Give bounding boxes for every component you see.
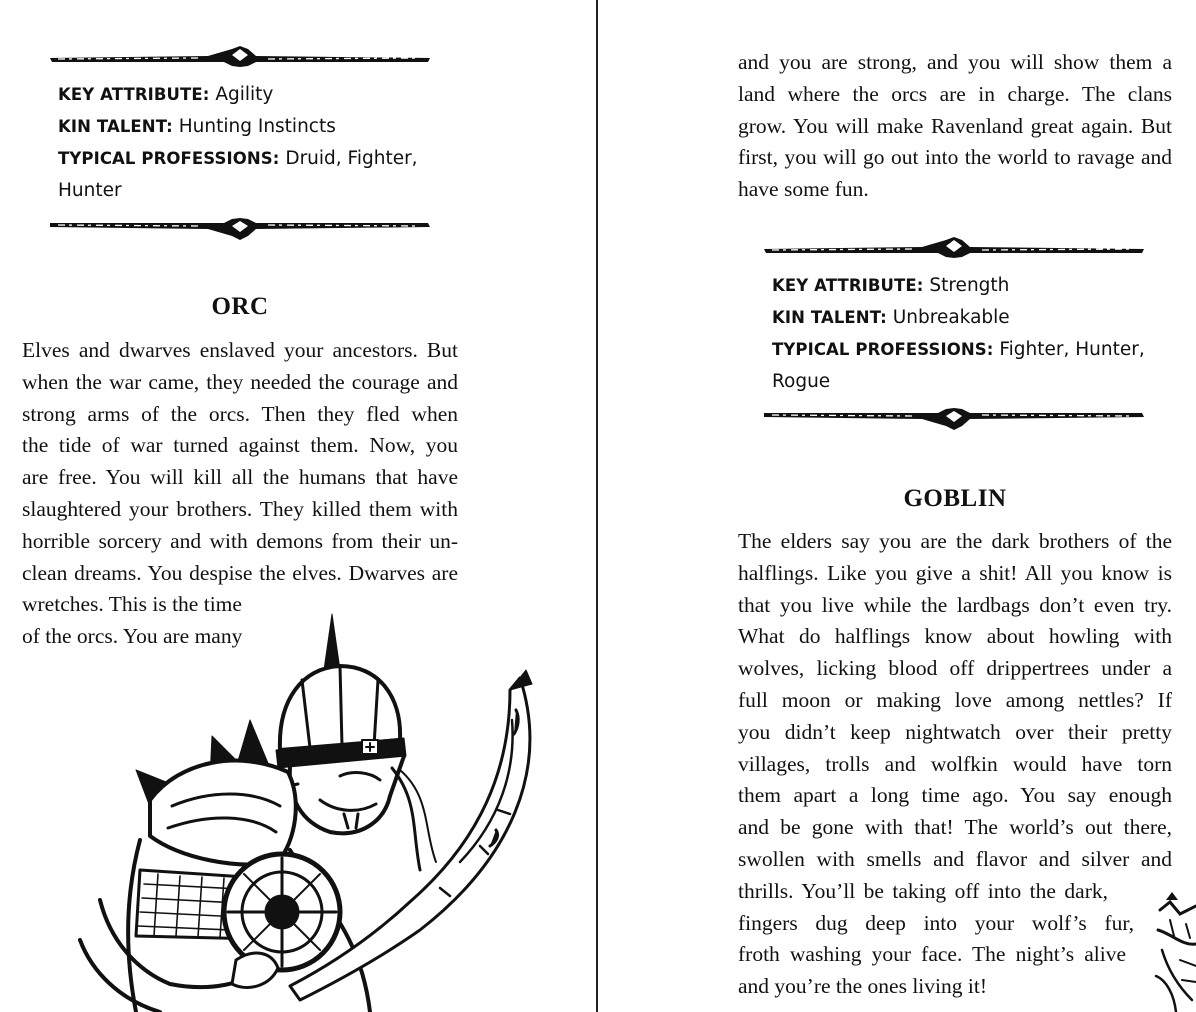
professions-label: TYPICAL PROFESSIONS: <box>58 149 280 168</box>
paragraph-line: full moon or making love among nettles? If <box>738 687 1172 712</box>
paragraph-line: the tide of war turned against them. Now, you <box>22 433 458 458</box>
ornamental-divider-bottom <box>48 218 432 240</box>
professions-row <box>58 143 458 175</box>
professions-value: Druid, Fighter, <box>279 148 418 169</box>
paragraph-line: of the orcs. You are many <box>22 624 243 649</box>
key-attribute-row <box>772 270 1172 302</box>
orc-heading: ORC <box>211 293 269 320</box>
paragraph-line: land where the orcs are in charge. The clans <box>738 81 1172 106</box>
key-attribute-label: KEY ATTRIBUTE: <box>772 276 924 295</box>
professions-row <box>772 334 1172 366</box>
paragraph-line: clean dreams. You despise the elves. Dwarves are <box>22 560 458 585</box>
paragraph-line: What do halflings know about howling with <box>738 624 1172 649</box>
paragraph-line: halflings. Like you give a shit! All you know is <box>738 560 1172 585</box>
paragraph-line: Elves and dwarves enslaved your ancestors. But <box>22 338 458 362</box>
paragraph-line: fingers dug deep into your wolf’s fur, <box>738 910 1134 935</box>
paragraph-line: thrills. You’ll be taking off into the dark, <box>738 878 1108 903</box>
goblin-illustration-fragment <box>1152 890 1196 1012</box>
professions-value: Fighter, Hunter, <box>993 339 1145 360</box>
kin-talent-row <box>772 302 1172 334</box>
key-attribute-value: Strength <box>923 275 1010 296</box>
paragraph-line: that you live while the lardbags don’t even try. <box>738 592 1172 617</box>
key-attribute-row <box>58 79 458 111</box>
paragraph-line: swollen with smells and flavor and silver and <box>738 846 1172 871</box>
professions-row-cont: Rogue <box>772 371 831 392</box>
professions-label: TYPICAL PROFESSIONS: <box>772 340 994 359</box>
paragraph-line: grow. You will make Ravenland great again. But <box>738 113 1172 138</box>
ornamental-divider-top <box>48 45 432 67</box>
paragraph-line: are free. You will kill all the humans that have <box>22 465 458 490</box>
key-attribute-label: KEY ATTRIBUTE: <box>58 85 210 104</box>
goblin-paragraph <box>738 526 1172 1003</box>
paragraph-line: wolves, licking blood off drippertrees under a <box>738 656 1172 681</box>
paragraph-line: when the war came, they needed the courage and <box>22 369 458 394</box>
paragraph-line: and you’re the ones living it! <box>738 974 987 999</box>
paragraph-line: first, you will go out into the world to ravage and <box>738 145 1172 170</box>
paragraph-line: and be gone with that! The world’s out there, <box>738 815 1172 840</box>
key-attribute-value: Agility <box>209 84 274 105</box>
paragraph-line: strong arms of the orcs. Then they fled when <box>22 401 458 426</box>
left-page <box>0 0 596 1012</box>
paragraph-line: froth washing your face. The night’s alive <box>738 942 1126 967</box>
paragraph-line: you didn’t keep nightwatch over their pretty <box>738 719 1172 744</box>
orc-paragraph-continued <box>738 47 1172 206</box>
paragraph-line: them apart a long time ago. You say enough <box>738 783 1172 808</box>
paragraph-line: villages, trolls and wolfkin would have torn <box>738 751 1172 776</box>
kin-talent-row <box>58 111 458 143</box>
paragraph-line: wretches. This is the time <box>22 592 242 617</box>
kin-talent-value: Unbreakable <box>886 307 1010 328</box>
paragraph-line: and you are strong, and you will show them a <box>738 50 1172 74</box>
goblin-heading: GOBLIN <box>903 485 1007 512</box>
goblin-stat-box <box>772 270 1172 398</box>
paragraph-line: have some fun. <box>738 177 869 202</box>
paragraph-line: The elders say you are the dark brothers of the <box>738 529 1172 553</box>
paragraph-line: horrible sorcery and with demons from their un- <box>22 528 458 553</box>
ornamental-divider-top <box>762 236 1146 258</box>
orc-stat-box <box>58 79 458 207</box>
kin-talent-label: KIN TALENT: <box>772 308 887 327</box>
kin-talent-value: Hunting Instincts <box>172 116 336 137</box>
ornamental-divider-bottom <box>762 408 1146 430</box>
professions-row-cont: Hunter <box>58 180 122 201</box>
right-page <box>598 0 1196 1012</box>
kin-talent-label: KIN TALENT: <box>58 117 173 136</box>
paragraph-line: slaughtered your brothers. They killed them with <box>22 496 458 521</box>
orc-warrior-illustration <box>40 600 580 1012</box>
